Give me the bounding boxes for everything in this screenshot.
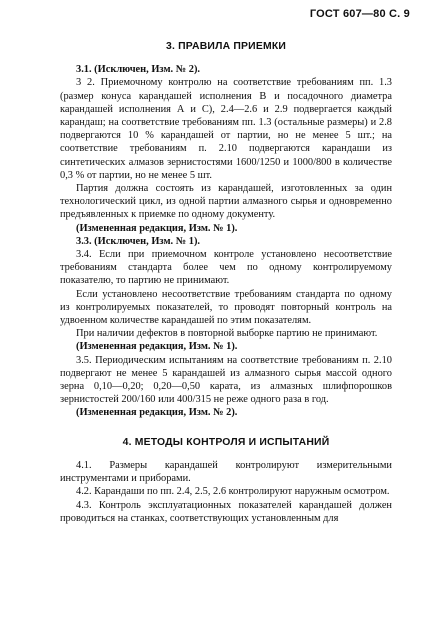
section-3-title: 3. ПРАВИЛА ПРИЕМКИ: [165, 41, 287, 52]
paragraph-4-3: 4.3. Контроль эксплуатационных показателей карандашей должен проводиться на станках, соответствующих установленным для: [60, 499, 392, 524]
paragraph-3-4-repeat-control: Если установлено несоответствие требованиям стандарта по одному из контролируемых показателей, то проводят повторный контроль на удвоенном количестве карандашей по этим показателям.: [60, 288, 392, 327]
page-content: [60, 40, 392, 525]
revision-note: (Измененная редакция, Изм. № 1).: [76, 222, 238, 234]
section-4-title: 4. МЕТОДЫ КОНТРОЛЯ И ИСПЫТАНИЙ: [122, 436, 330, 448]
paragraph-4-1: 4.1. Размеры карандашей контролируют измерительными инструментами и приборами.: [60, 459, 392, 485]
paragraph-3-2-batch: Партия должна состоять из карандашей, изготовленных за один технологический цикл, из одной партии алмазного сырья и одновременно предъявленных к приемке по одному документу.: [60, 183, 392, 221]
revision-note: (Измененная редакция, Изм. № 1).: [76, 341, 238, 353]
paragraph-4-2: 4.2. Карандаши по пп. 2.4, 2.5, 2.6 контролируют наружным осмотром.: [76, 486, 390, 498]
page-header: ГОСТ 607—80 С. 9: [309, 8, 410, 20]
paragraph-3-4-rejection: При наличии дефектов в повторной выборке партию не принимают.: [76, 328, 378, 340]
paragraph-3-1: 3.1. (Исключен, Изм. № 2).: [76, 64, 201, 76]
paragraph-3-3: 3.3. (Исключен, Изм. № 1).: [76, 235, 201, 247]
section-spacer: [60, 420, 392, 436]
paragraph-3-4: 3.4. Если при приемочном контроле установлено несоответствие требованиям стандарта более чем по одному контролируемому показателю, то партию не принимают.: [60, 249, 392, 287]
paragraph-3-2: 3 2. Приемочному контролю на соответствие требованиям пп. 1.3 (размер конуса карандашей исполнения В и посадочного диаметра карандашей исполнения А и С), 2.4—2.6 и 2.9 подвергается каждый карандаш; на соответствие требованиям пп. 1.3 (остальные размеры) и 2.8 подвергаются 10 % карандашей от партии, но не менее 5 шт.; на соответствие требованиям п. 2.10 подвергаются карандаши из синтетических алмазов зернистостями 1600/1250 и 1000/800 в количестве 0,3 % от партии, но не менее 5 шт.: [60, 77, 392, 181]
paragraph-3-5: 3.5. Периодическим испытаниям на соответствие требованиям п. 2.10 подвергают не менее 5 карандашей из алмазного сырья массой одного зерна 0,10—0,20; 0,20—0,50 карата, из алмазных шлифпорошков зернистостей 200/160 или 400/315 не реже одного раза в год.: [60, 354, 392, 406]
revision-note: (Измененная редакция, Изм. № 2).: [76, 407, 238, 419]
